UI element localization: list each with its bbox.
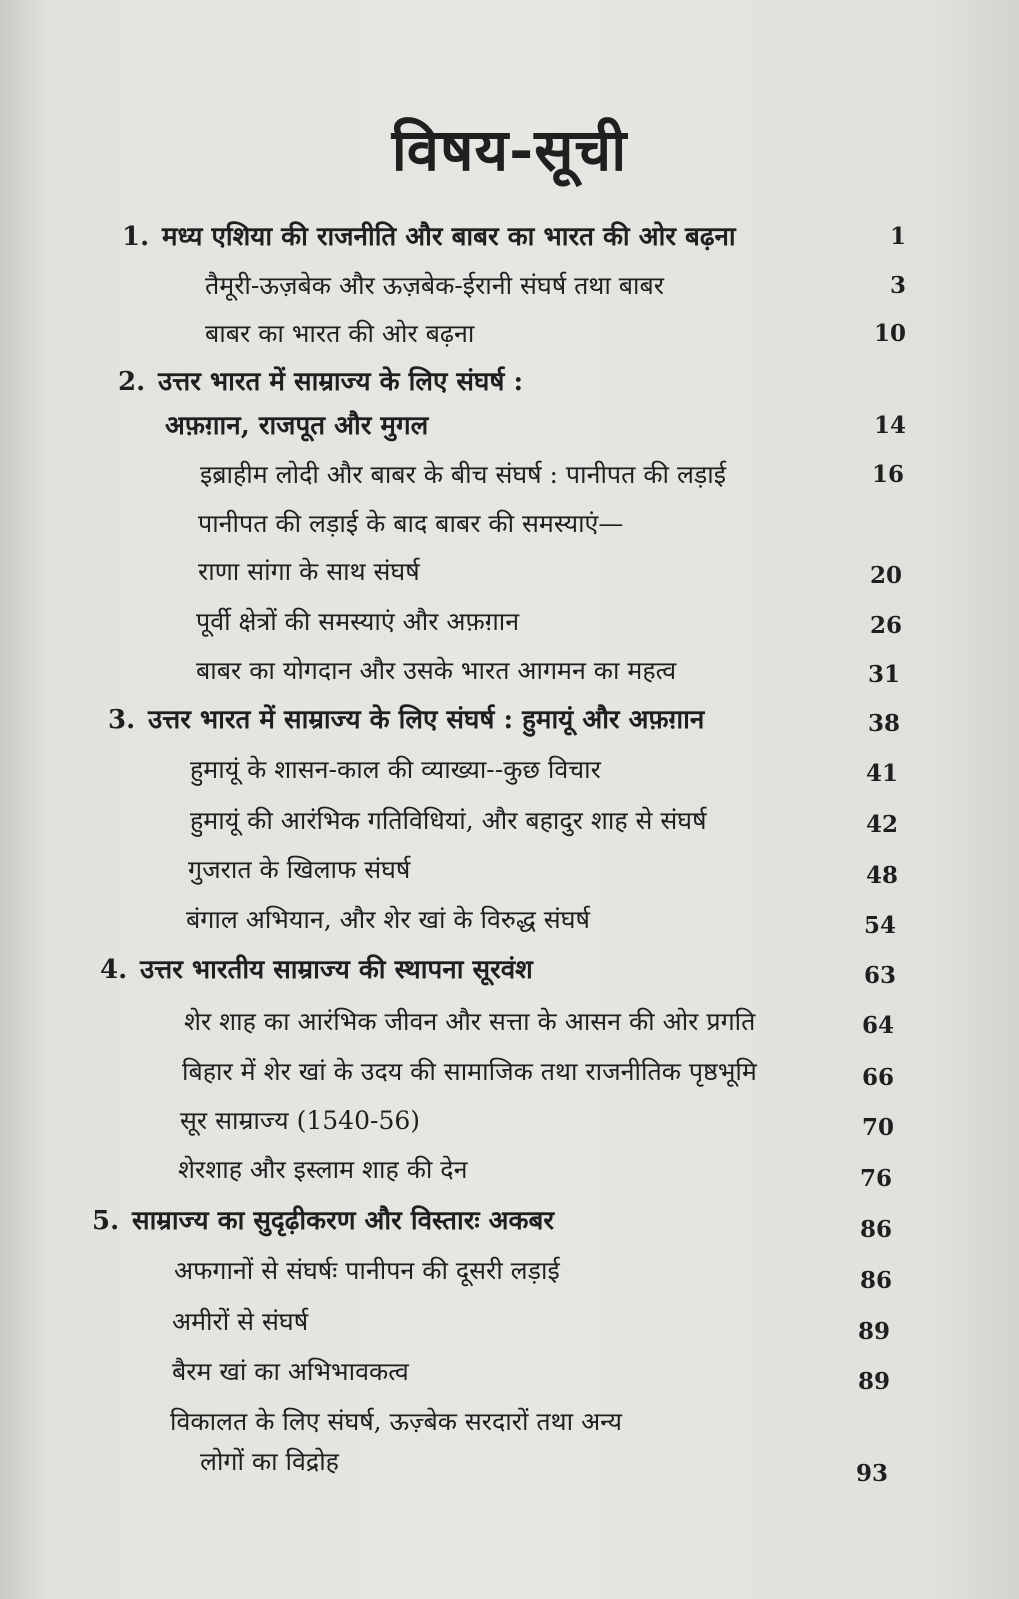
page-number: 20 — [869, 562, 902, 589]
page-number: 38 — [867, 710, 900, 737]
page-number: 66 — [861, 1064, 894, 1091]
toc-entry: पानीपत की लड़ाई के बाद बाबर की समस्याएं— — [198, 509, 624, 538]
toc-entry: बाबर का भारत की ओर बढ़ना — [205, 319, 475, 348]
page-number: 41 — [865, 760, 898, 787]
toc-entry: हुमायूं की आरंभिक गतिविधियां, और बहादुर शाह से संघर्ष — [190, 806, 707, 835]
toc-entry: बाबर का योगदान और उसके भारत आगमन का महत्व — [196, 656, 677, 685]
toc-entry-chapter — [118, 366, 523, 398]
page-number: 86 — [859, 1267, 892, 1294]
page-number: 1 — [889, 223, 906, 250]
toc-entry: तैमूरी-ऊज़बेक और ऊज़बेक-ईरानी संघर्ष तथा बाबर — [205, 271, 665, 300]
page-number: 42 — [865, 811, 898, 838]
entry-text: उत्तर भारत में साम्राज्य के लिए संघर्ष : हुमायूं और अफ़ग़ान — [148, 705, 705, 735]
toc-entry: सूर साम्राज्य (1540-56) — [180, 1106, 421, 1135]
page-number: 31 — [867, 661, 900, 688]
toc-entry: बिहार में शेर खां के उदय की सामाजिक तथा राजनीतिक पृष्ठभूमि — [182, 1057, 757, 1086]
toc-entry: अफगानों से संघर्षः पानीपन की दूसरी लड़ाई — [174, 1256, 560, 1285]
page-number: 16 — [871, 461, 904, 488]
chapter-number: 1. — [122, 222, 150, 252]
toc-entry: शेरशाह और इस्लाम शाह की देन — [178, 1155, 468, 1184]
page-number: 26 — [869, 612, 902, 639]
toc-entry-chapter — [108, 704, 704, 736]
entry-text: साम्राज्य का सुदृढ़ीकरण और विस्तारः अकबर — [132, 1206, 554, 1236]
page-number: 54 — [863, 912, 896, 939]
toc-entry: राणा सांगा के साथ संघर्ष — [198, 557, 420, 586]
toc-entry: पूर्वी क्षेत्रों की समस्याएं और अफ़ग़ान — [196, 607, 520, 636]
page-number: 63 — [863, 962, 896, 989]
page-number: 70 — [861, 1114, 894, 1141]
toc-entry: हुमायूं के शासन-काल की व्याख्या--कुछ विचार — [190, 755, 601, 784]
page-number: 93 — [855, 1460, 888, 1487]
page-number: 89 — [857, 1318, 890, 1345]
toc-entry: बैरम खां का अभिभावकत्व — [172, 1357, 409, 1386]
page-number: 89 — [857, 1368, 890, 1395]
page-number: 76 — [859, 1165, 892, 1192]
toc-entry: लोगों का विद्रोह — [200, 1447, 339, 1476]
page-number: 14 — [873, 412, 906, 439]
toc-entry: गुजरात के खिलाफ संघर्ष — [188, 855, 411, 884]
page-number: 3 — [889, 272, 906, 299]
chapter-number: 4. — [100, 955, 128, 985]
page-number: 10 — [873, 320, 906, 347]
toc-entry-chapter — [100, 954, 533, 986]
toc-entry-chapter — [122, 221, 736, 253]
toc-entry: इब्राहीम लोदी और बाबर के बीच संघर्ष : पानीपत की लड़ाई — [200, 460, 727, 489]
page-title: विषय-सूची — [391, 116, 628, 184]
toc-entry: बंगाल अभियान, और शेर खां के विरुद्ध संघर्ष — [186, 905, 590, 934]
chapter-number: 2. — [118, 367, 146, 397]
page-number: 86 — [859, 1216, 892, 1243]
toc-entry-chapter-cont: अफ़ग़ान, राजपूत और मुगल — [165, 411, 429, 441]
chapter-number: 3. — [108, 705, 136, 735]
toc-entry: अमीरों से संघर्ष — [172, 1307, 309, 1336]
entry-text: मध्य एशिया की राजनीति और बाबर का भारत की ओर बढ़ना — [162, 222, 736, 252]
chapter-number: 5. — [92, 1206, 120, 1236]
page-number: 48 — [865, 862, 898, 889]
toc-entry-chapter — [92, 1205, 554, 1237]
entry-text: उत्तर भारतीय साम्राज्य की स्थापना सूरवंश — [140, 955, 533, 985]
toc-entry: विकालत के लिए संघर्ष, ऊज़्बेक सरदारों तथा अन्य — [170, 1407, 623, 1436]
entry-text: उत्तर भारत में साम्राज्य के लिए संघर्ष : — [158, 367, 524, 397]
page-number: 64 — [861, 1012, 894, 1039]
toc-entry: शेर शाह का आरंभिक जीवन और सत्ता के आसन की ओर प्रगति — [184, 1007, 756, 1036]
